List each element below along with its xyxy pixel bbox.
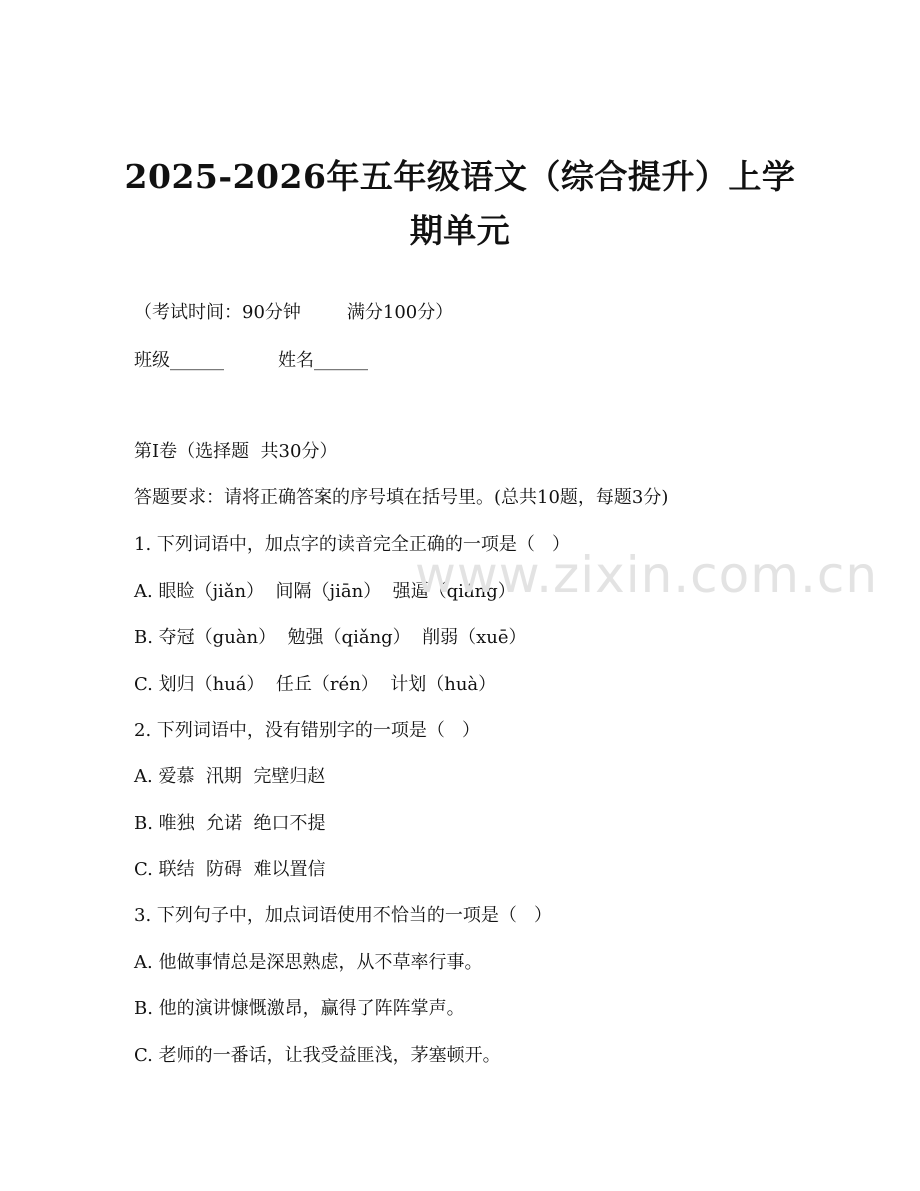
watermark: www.zixin.com.cn — [415, 546, 879, 604]
full-score: 满分100分） — [346, 302, 454, 323]
question-3-stem: 3. 下列句子中，加点词语使用不恰当的一项是（ ） — [134, 905, 553, 926]
class-field: 班级______ — [134, 350, 224, 371]
name-field: 姓名______ — [278, 350, 368, 371]
document-title — [120, 150, 800, 258]
question-1-option-c: C. 划归（huá） 任丘（rén） 计划（huà） — [134, 674, 497, 695]
exam-time: （考试时间：90分钟 — [134, 302, 301, 323]
exam-info — [134, 301, 453, 325]
question-1-stem: 1. 下列词语中，加点字的读音完全正确的一项是（ ） — [134, 534, 571, 555]
instructions: 答题要求：请将正确答案的序号填在括号里。(总共10题，每题3分) — [134, 487, 669, 508]
question-1-option-a: A. 眼睑（jiǎn） 间隔（jiān） 强逼（qiáng） — [134, 581, 516, 602]
student-info — [134, 349, 368, 373]
question-1-option-b: B. 夺冠（guàn） 勉强（qiǎng） 削弱（xuē） — [134, 627, 527, 648]
section-heading: 第Ⅰ卷（选择题 共30分） — [134, 441, 338, 462]
question-2-option-b: B. 唯独 允诺 绝口不提 — [134, 813, 326, 834]
title-line-1: 2025-2026年五年级语文（综合提升）上学 — [124, 157, 796, 196]
question-3-option-a: A. 他做事情总是深思熟虑，从不草率行事。 — [134, 952, 483, 973]
title-line-2: 期单元 — [409, 211, 511, 250]
question-3-option-b: B. 他的演讲慷慨激昂，赢得了阵阵掌声。 — [134, 998, 465, 1019]
question-2-stem: 2. 下列词语中，没有错别字的一项是（ ） — [134, 720, 481, 741]
question-2-option-a: A. 爱慕 汛期 完壁归赵 — [134, 766, 326, 787]
question-3-option-c: C. 老师的一番话，让我受益匪浅，茅塞顿开。 — [134, 1045, 501, 1066]
question-2-option-c: C. 联结 防碍 难以置信 — [134, 859, 326, 880]
